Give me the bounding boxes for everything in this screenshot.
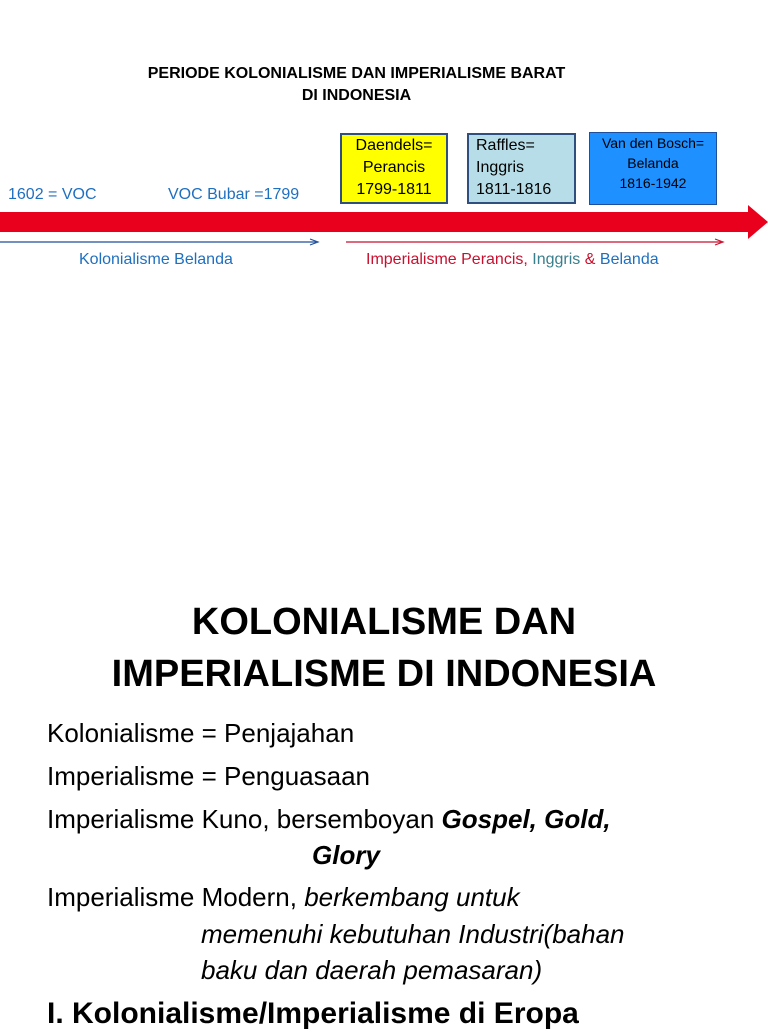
subsection-heading: I. Kolonialisme/Imperialisme di Eropa xyxy=(47,997,579,1030)
belanda-text: Belanda xyxy=(599,251,659,268)
section-title xyxy=(0,596,768,700)
kolonialisme-belanda-label: Kolonialisme Belanda xyxy=(79,251,233,268)
daendels-box-name: Daendels= xyxy=(355,137,433,154)
raffles-box-period: 1811-1816 xyxy=(476,181,552,198)
main-timeline-arrow xyxy=(0,205,768,239)
imperialisme-perancis-text: Imperialisme Perancis, xyxy=(366,251,528,268)
modern-continuation-2: baku dan daerah pemasaran) xyxy=(201,955,543,985)
glory-text: Glory xyxy=(312,840,380,870)
gospel-gold-text: Gospel, Gold, xyxy=(441,804,611,834)
raffles-box-name: Raffles= xyxy=(476,137,535,154)
van-den-bosch-box-period: 1816-1942 xyxy=(619,175,687,191)
page-title-line-2: DI INDONESIA xyxy=(301,87,412,104)
ampersand-text: & xyxy=(584,251,596,268)
daendels-box-period: 1799-1811 xyxy=(356,181,432,198)
berkembang-untuk-text: berkembang untuk xyxy=(304,882,520,912)
section-title-line-1: KOLONIALISME DAN xyxy=(191,601,577,643)
page-title-line-1: PERIODE KOLONIALISME DAN IMPERIALISME BARAT xyxy=(147,65,566,82)
page-title xyxy=(0,63,713,107)
voc-end-label: VOC Bubar =1799 xyxy=(168,186,300,203)
kolonialisme-definition: Kolonialisme = Penjajahan xyxy=(47,718,355,748)
section-title-line-2: IMPERIALISME DI INDONESIA xyxy=(111,653,657,695)
imperialisme-definition: Imperialisme = Penguasaan xyxy=(47,761,371,791)
modern-continuation-1: memenuhi kebutuhan Industri(bahan xyxy=(201,919,625,949)
imperialisme-label xyxy=(366,250,659,270)
imperialisme-modern-text: Imperialisme Modern, xyxy=(47,882,297,912)
daendels-box-country: Perancis xyxy=(362,159,426,176)
raffles-box-country: Inggris xyxy=(476,159,525,176)
voc-start-label: 1602 = VOC xyxy=(8,186,97,203)
van-den-bosch-box-name: Van den Bosch= xyxy=(601,135,705,151)
inggris-text: Inggris xyxy=(532,251,581,268)
imperialisme-modern-line xyxy=(47,879,520,915)
raffles-box xyxy=(467,133,576,204)
daendels-box xyxy=(340,133,448,204)
imperialisme-kuno-text: Imperialisme Kuno, bersemboyan xyxy=(47,804,435,834)
van-den-bosch-box-country: Belanda xyxy=(627,155,679,171)
timeline-arrows xyxy=(0,195,768,255)
imperialisme-kuno-line xyxy=(47,801,611,837)
